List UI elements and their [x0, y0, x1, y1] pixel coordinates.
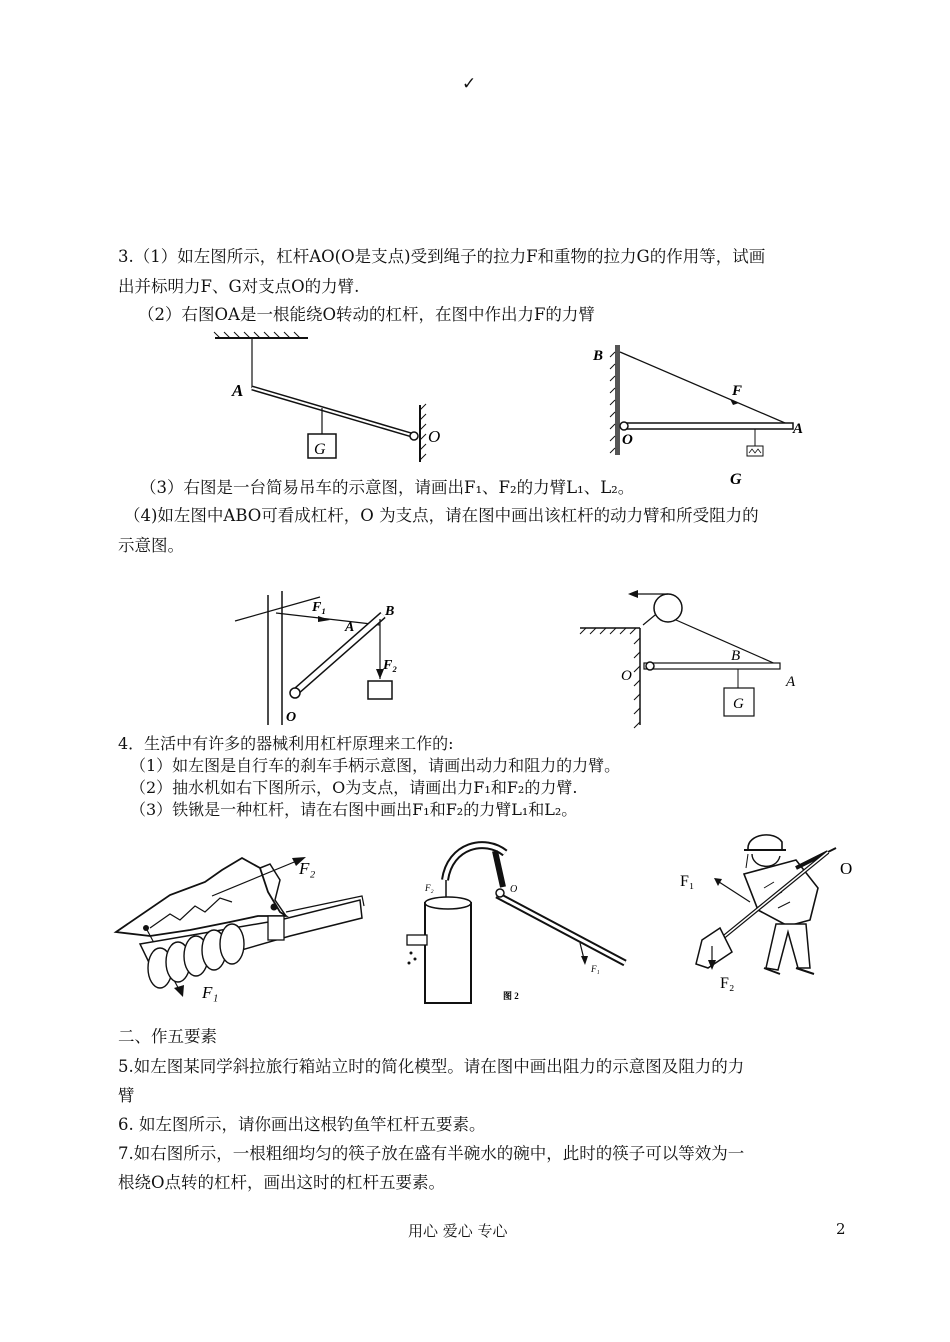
page-number: 2 — [836, 1220, 846, 1238]
fig1-label-g: G — [314, 441, 326, 458]
q3-line-4: （3）右图是一台简易吊车的示意图，请画出F₁、F₂的力臂L₁、L₂。 — [140, 478, 635, 497]
q6-line: 6. 如左图所示，请你画出这根钓鱼竿杠杆五要素。 — [118, 1115, 486, 1134]
section-2-heading: 二、作五要素 — [118, 1027, 217, 1046]
fig1-label-a: A — [232, 381, 244, 400]
q4-line-3: （2）抽水机如右下图所示，O为支点，请画出力F₁和F₂的力臂. — [130, 778, 578, 797]
q7-line-2: 根绕O点转的杠杆，画出这时的杠杆五要素。 — [118, 1173, 446, 1192]
fig3-label-f1: F₁ — [312, 600, 327, 615]
q7-line-1: 7.如右图所示，一根粗细均匀的筷子放在盛有半碗水的碗中，此时的筷子可以等效为一 — [118, 1144, 745, 1163]
figure-lever-ao — [210, 330, 460, 465]
fig4-label-o: O — [621, 668, 632, 684]
fig6-label-f2: F₂ — [425, 883, 434, 893]
q3-line-1: 3.（1）如左图所示，杠杆AO(O是支点)受到绳子的拉力F和重物的拉力G的作用等，试画 — [118, 247, 766, 266]
figure-shovel-worker — [678, 828, 878, 998]
header-check-mark: ✓ — [462, 74, 477, 94]
fig5-label-f2: F₂ — [299, 859, 316, 878]
fig1-label-o: O — [428, 427, 441, 446]
fig4-label-b: B — [731, 648, 741, 664]
fig7-label-f1: F₁ — [680, 873, 695, 890]
q3-line-5: （4)如左图中ABO可看成杠杆，O 为支点，请在图中画出该杠杆的动力臂和所受阻力的 — [124, 506, 759, 525]
figure-water-pump — [395, 835, 635, 1005]
fig3-label-a: A — [345, 620, 355, 635]
q3-line-3: （2）右图OA是一根能绕O转动的杠杆，在图中作出力F的力臂 — [138, 305, 595, 324]
fig2-label-a: A — [793, 421, 804, 437]
footer-motto: 用心 爱心 专心 — [408, 1222, 508, 1240]
q5-line-2: 臂 — [118, 1086, 135, 1105]
fig2-label-f: F — [732, 383, 743, 399]
q4-line-4: （3）铁锹是一种杠杆，请在右图中画出F₁和F₂的力臂L₁和L₂。 — [130, 800, 578, 819]
fig2-label-b: B — [593, 348, 604, 364]
fig6-label-f1: F₁ — [591, 964, 600, 974]
q4-line-2: （1）如左图是自行车的刹车手柄示意图，请画出动力和阻力的力臂。 — [130, 756, 621, 775]
fig3-label-b: B — [385, 604, 395, 619]
q3-line-6: 示意图。 — [118, 536, 184, 555]
fig6-label-o: O — [510, 884, 518, 895]
figure-wall-pulley — [578, 580, 808, 730]
figure-brake-handle — [110, 840, 380, 1005]
fig2-label-o: O — [622, 432, 633, 448]
fig7-label-f2: F₂ — [720, 975, 735, 992]
figure-crane — [230, 585, 420, 725]
figure-wall-bar-oa — [585, 340, 815, 490]
fig4-label-a: A — [786, 674, 796, 690]
fig2-label-g: G — [730, 471, 742, 488]
fig6-caption: 图 2 — [503, 991, 519, 1001]
q4-line-1: 4．生活中有许多的器械利用杠杆原理来工作的: — [118, 734, 454, 753]
q5-line-1: 5.如左图某同学斜拉旅行箱站立时的简化模型。请在图中画出阻力的示意图及阻力的力 — [118, 1057, 745, 1076]
fig3-label-f2: F₂ — [383, 658, 398, 673]
fig5-label-f1: F₁ — [202, 983, 219, 1002]
fig4-label-g: G — [733, 696, 744, 712]
fig3-label-o: O — [286, 710, 297, 725]
q3-line-2: 出并标明力F、G对支点O的力臂. — [118, 277, 360, 296]
fig7-label-o: O — [840, 859, 853, 878]
